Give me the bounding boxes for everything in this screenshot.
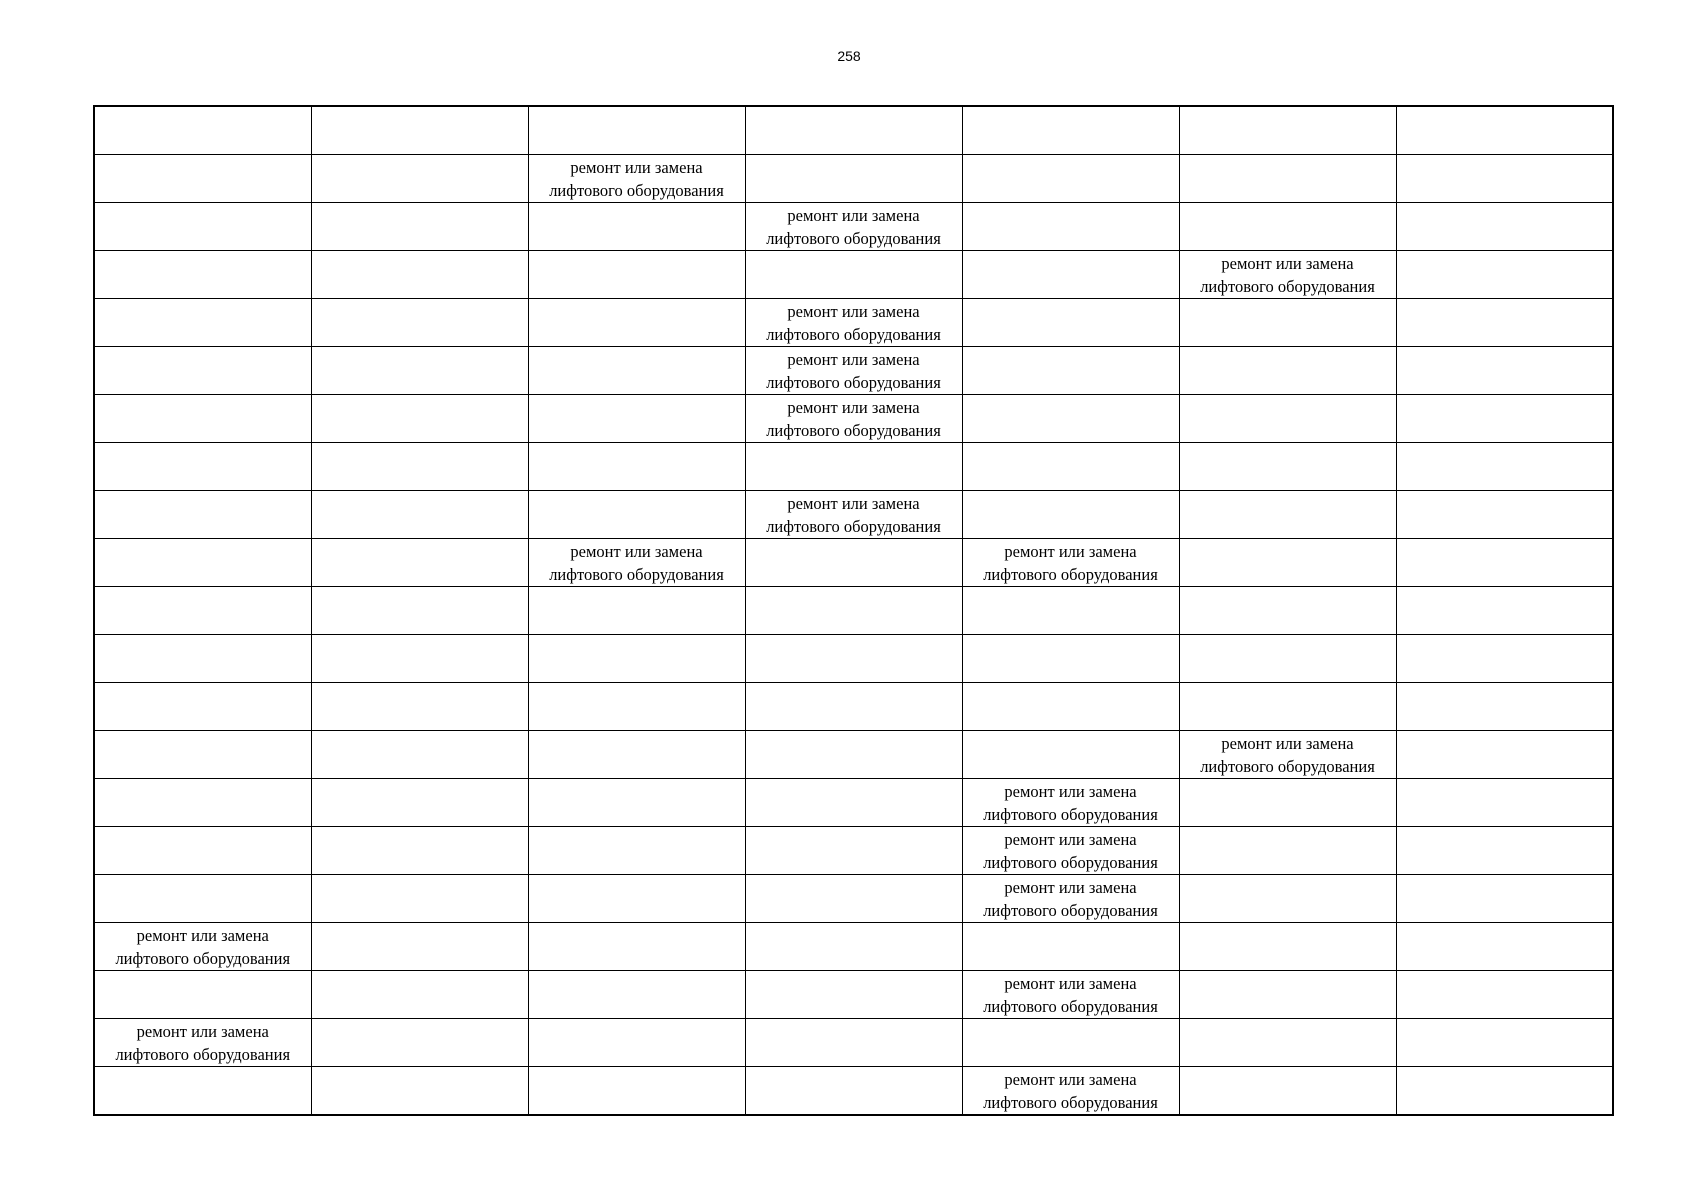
table-cell [94, 155, 311, 203]
table-cell [1179, 443, 1396, 491]
table-row [94, 491, 1613, 539]
table-cell [962, 106, 1179, 155]
table-cell [94, 251, 311, 299]
table-cell [745, 395, 962, 443]
cell-text-line-1: ремонт или замена [136, 925, 269, 945]
table-cell [962, 1019, 1179, 1067]
table-row [94, 923, 1613, 971]
cell-text-line-2: лифтового оборудования [983, 996, 1158, 1016]
cell-text-line-1: ремонт или замена [1004, 877, 1137, 897]
table-cell [311, 106, 528, 155]
table-cell [1179, 779, 1396, 827]
table-cell [745, 539, 962, 587]
cell-text-line-1: ремонт или замена [1004, 829, 1137, 849]
table-cell [745, 155, 962, 203]
cell-text-line-2: лифтового оборудования [549, 180, 724, 200]
table-cell [311, 443, 528, 491]
table-cell [528, 1067, 745, 1116]
table-cell [1179, 106, 1396, 155]
table-cell [528, 106, 745, 155]
cell-text-line-1: ремонт или замена [1221, 253, 1354, 273]
table-cell [745, 587, 962, 635]
page-number: 258 [837, 48, 861, 64]
table-cell [94, 106, 311, 155]
table-cell [94, 1019, 311, 1067]
table-cell [1396, 155, 1613, 203]
table-cell [94, 587, 311, 635]
table-cell [1179, 347, 1396, 395]
table-cell [528, 683, 745, 731]
table-cell [1396, 779, 1613, 827]
table-cell [745, 251, 962, 299]
table-cell [962, 683, 1179, 731]
table-cell [1396, 395, 1613, 443]
cell-text-line-2: лифтового оборудования [983, 564, 1158, 584]
table-cell [1396, 1019, 1613, 1067]
cell-text-line-1: ремонт или замена [787, 349, 920, 369]
table-cell [1396, 1067, 1613, 1116]
table-row [94, 251, 1613, 299]
cell-text-line-2: лифтового оборудования [549, 564, 724, 584]
cell-text-line-2: лифтового оборудования [115, 948, 291, 968]
table-body [94, 106, 1613, 1115]
table-cell [94, 347, 311, 395]
table-cell [745, 923, 962, 971]
table-cell [311, 491, 528, 539]
table-cell [962, 299, 1179, 347]
table-cell [1179, 923, 1396, 971]
cell-text-line-1: ремонт или замена [570, 157, 703, 177]
table-cell [745, 299, 962, 347]
table-cell [1396, 587, 1613, 635]
table-cell [94, 491, 311, 539]
table-cell [1179, 587, 1396, 635]
table-cell [528, 779, 745, 827]
table-cell [962, 491, 1179, 539]
table-cell [528, 251, 745, 299]
table-cell [745, 1019, 962, 1067]
cell-text-line-1: ремонт или замена [1004, 781, 1137, 801]
table-cell [1396, 635, 1613, 683]
table-cell [1396, 491, 1613, 539]
table-cell [1179, 251, 1396, 299]
table-row [94, 731, 1613, 779]
table-cell [311, 779, 528, 827]
table-cell [1179, 683, 1396, 731]
cell-text-line-1: ремонт или замена [787, 205, 920, 225]
table-row [94, 875, 1613, 923]
table-cell [311, 347, 528, 395]
table-cell [962, 1067, 1179, 1116]
table-cell [745, 347, 962, 395]
table-cell [1179, 731, 1396, 779]
table-cell [311, 827, 528, 875]
table-cell [1179, 635, 1396, 683]
table-cell [962, 443, 1179, 491]
table-cell [1179, 971, 1396, 1019]
table-cell [745, 491, 962, 539]
table-cell [962, 923, 1179, 971]
table-cell [745, 106, 962, 155]
table-row [94, 587, 1613, 635]
table-cell [528, 827, 745, 875]
cell-text-line-2: лифтового оборудования [983, 1092, 1158, 1112]
cell-text-line-2: лифтового оборудования [766, 324, 941, 344]
table-cell [962, 155, 1179, 203]
table-cell [745, 971, 962, 1019]
table-row [94, 1067, 1613, 1116]
cell-text-line-2: лифтового оборудования [766, 372, 941, 392]
table-cell [1179, 395, 1396, 443]
table-cell [745, 731, 962, 779]
table-cell [94, 1067, 311, 1116]
table-cell [1396, 443, 1613, 491]
table-cell [311, 587, 528, 635]
table-cell [311, 203, 528, 251]
table-cell [962, 347, 1179, 395]
table-cell [528, 347, 745, 395]
cell-text-line-2: лифтового оборудования [983, 900, 1158, 920]
table-cell [962, 827, 1179, 875]
table-row [94, 395, 1613, 443]
table-cell [1396, 923, 1613, 971]
table-cell [94, 875, 311, 923]
table-row [94, 539, 1613, 587]
table-cell [311, 875, 528, 923]
table-cell [1179, 827, 1396, 875]
table-cell [528, 443, 745, 491]
table-cell [962, 875, 1179, 923]
table-cell [94, 299, 311, 347]
table-cell [1396, 827, 1613, 875]
cell-text-line-1: ремонт или замена [1004, 1069, 1137, 1089]
table-cell [962, 395, 1179, 443]
table-row [94, 971, 1613, 1019]
table-row [94, 347, 1613, 395]
table-cell [962, 731, 1179, 779]
table-cell [1396, 683, 1613, 731]
cell-text-line-2: лифтового оборудования [1200, 756, 1375, 776]
cell-text-line-1: ремонт или замена [1221, 733, 1354, 753]
table-cell [1396, 251, 1613, 299]
table-cell [311, 971, 528, 1019]
table-row [94, 779, 1613, 827]
table-cell [1179, 155, 1396, 203]
cell-text-line-1: ремонт или замена [787, 301, 920, 321]
table-cell [745, 683, 962, 731]
cell-text-line-2: лифтового оборудования [983, 852, 1158, 872]
table-cell [1396, 347, 1613, 395]
table-cell [528, 299, 745, 347]
table-cell [94, 443, 311, 491]
table-cell [1179, 203, 1396, 251]
table-cell [528, 923, 745, 971]
table-cell [94, 683, 311, 731]
cell-text-line-2: лифтового оборудования [983, 804, 1158, 824]
table-cell [311, 155, 528, 203]
cell-text-line-1: ремонт или замена [1004, 541, 1137, 561]
table-cell [962, 635, 1179, 683]
table-cell [1396, 299, 1613, 347]
table-cell [311, 923, 528, 971]
table-cell [1396, 875, 1613, 923]
table-cell [1179, 491, 1396, 539]
table-cell [528, 395, 745, 443]
cell-text-line-2: лифтового оборудования [766, 516, 941, 536]
table-cell [311, 731, 528, 779]
table-cell [1396, 731, 1613, 779]
table-cell [962, 251, 1179, 299]
table-cell [94, 779, 311, 827]
cell-text-line-1: ремонт или замена [787, 493, 920, 513]
table-cell [962, 779, 1179, 827]
cell-text-line-2: лифтового оборудования [115, 1044, 291, 1064]
cell-text-line-2: лифтового оборудования [766, 228, 941, 248]
table-cell [1179, 1019, 1396, 1067]
cell-text-line-1: ремонт или замена [1004, 973, 1137, 993]
table-cell [745, 203, 962, 251]
table-row [94, 106, 1613, 155]
table-row [94, 443, 1613, 491]
table-cell [94, 827, 311, 875]
table-cell [311, 395, 528, 443]
table-cell [528, 155, 745, 203]
table-row [94, 299, 1613, 347]
cell-text-line-1: ремонт или замена [136, 1021, 269, 1041]
table-cell [528, 1019, 745, 1067]
table-cell [528, 203, 745, 251]
table-row [94, 1019, 1613, 1067]
table-cell [311, 1067, 528, 1116]
table-cell [1396, 539, 1613, 587]
table-cell [745, 1067, 962, 1116]
table-cell [745, 635, 962, 683]
table-cell [528, 491, 745, 539]
table-cell [94, 203, 311, 251]
table-cell [528, 971, 745, 1019]
table-cell [1396, 106, 1613, 155]
table-row [94, 827, 1613, 875]
table-cell [311, 251, 528, 299]
table-cell [745, 779, 962, 827]
table-cell [1179, 875, 1396, 923]
table-cell [311, 1019, 528, 1067]
table-row [94, 635, 1613, 683]
table-cell [528, 635, 745, 683]
table-row [94, 683, 1613, 731]
table-cell [94, 923, 311, 971]
cell-text-line-2: лифтового оборудования [1200, 276, 1375, 296]
table-cell [311, 635, 528, 683]
table-cell [745, 875, 962, 923]
table-cell [962, 539, 1179, 587]
cell-text-line-1: ремонт или замена [570, 541, 703, 561]
table-cell [1396, 203, 1613, 251]
cell-text-line-2: лифтового оборудования [766, 420, 941, 440]
table-cell [962, 971, 1179, 1019]
table-cell [1396, 971, 1613, 1019]
cell-text-line-1: ремонт или замена [787, 397, 920, 417]
table-cell [94, 635, 311, 683]
table-cell [962, 587, 1179, 635]
table-cell [311, 683, 528, 731]
table-cell [962, 203, 1179, 251]
table-cell [311, 539, 528, 587]
table-cell [745, 443, 962, 491]
table-cell [311, 299, 528, 347]
table-cell [94, 971, 311, 1019]
table-cell [94, 731, 311, 779]
table-cell [1179, 539, 1396, 587]
table-cell [94, 395, 311, 443]
table-cell [528, 875, 745, 923]
table-cell [94, 539, 311, 587]
table-cell [528, 587, 745, 635]
table-cell [1179, 299, 1396, 347]
document-table [93, 105, 1614, 1116]
table-cell [528, 731, 745, 779]
table-row [94, 155, 1613, 203]
table-row [94, 203, 1613, 251]
table-cell [745, 827, 962, 875]
table-cell [1179, 1067, 1396, 1116]
table-cell [528, 539, 745, 587]
